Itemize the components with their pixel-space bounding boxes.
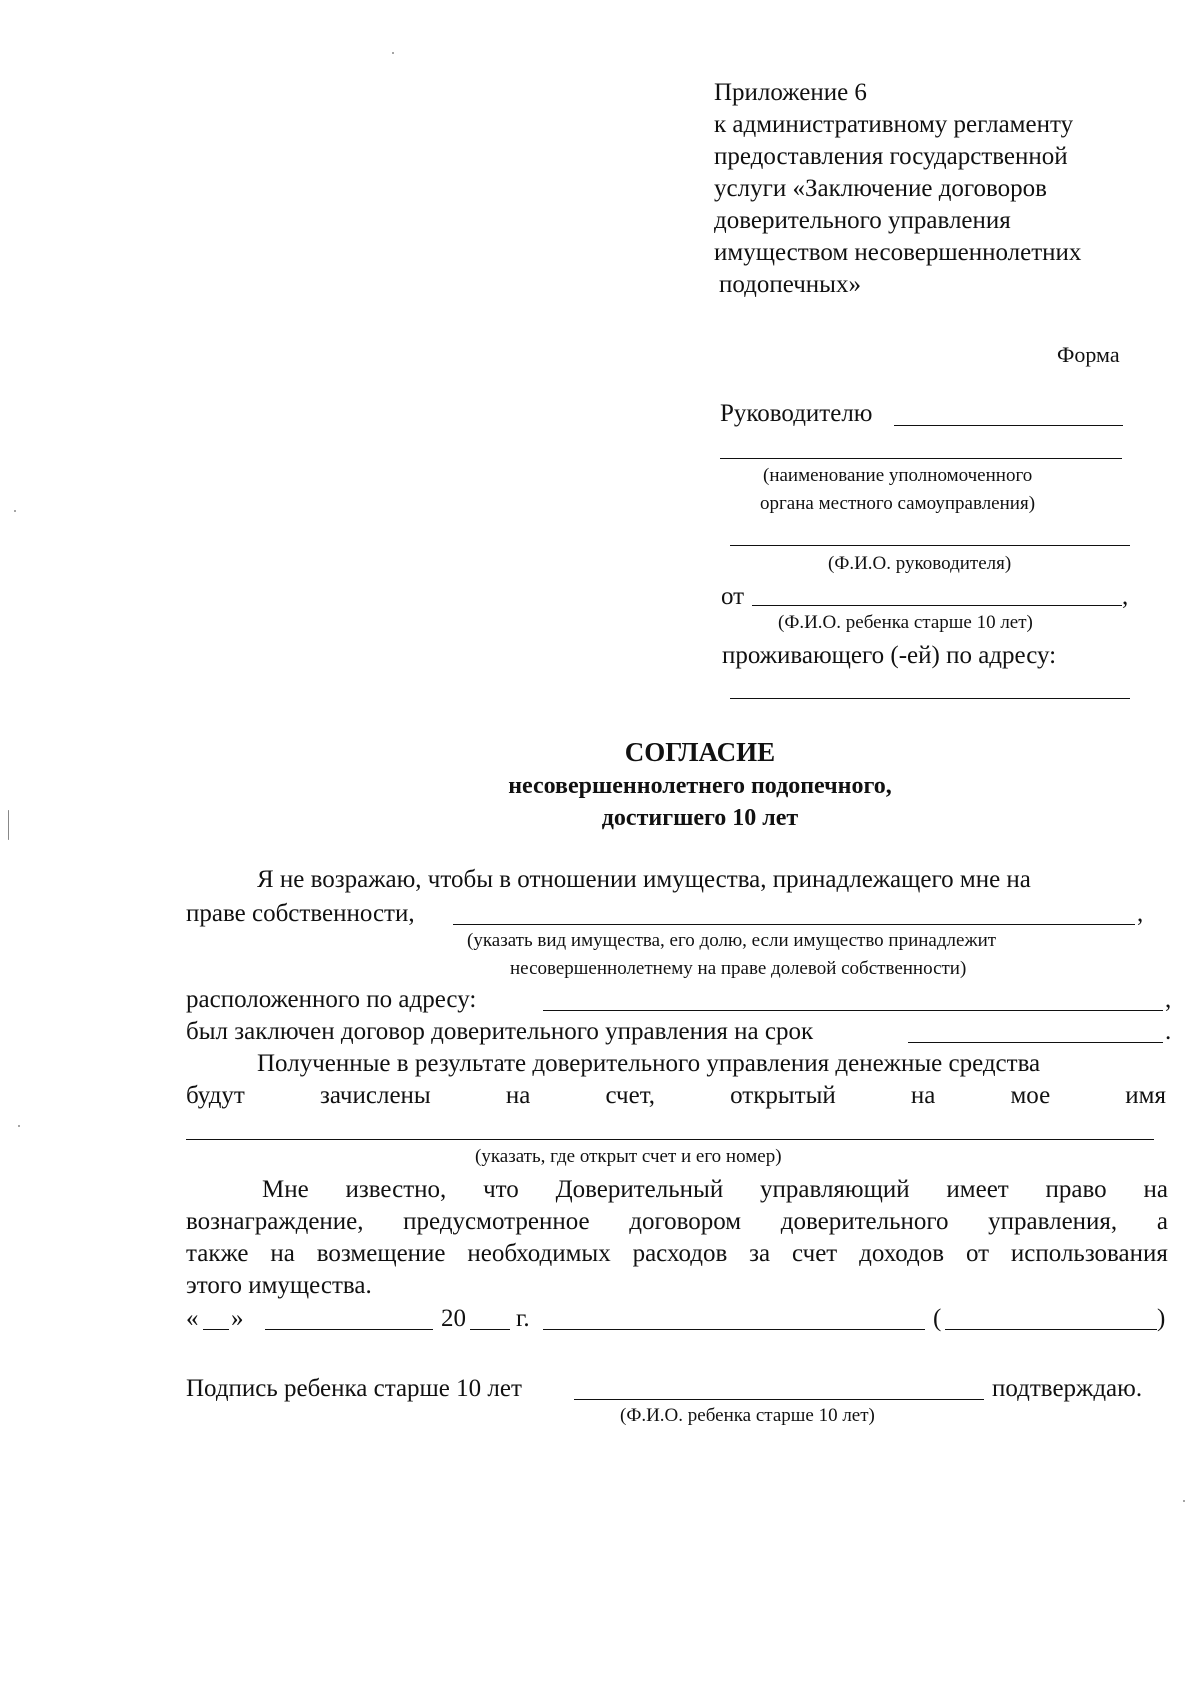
p3-word: на: [1143, 1176, 1168, 1203]
year-line: [470, 1329, 510, 1330]
p2-word: открытый: [730, 1082, 836, 1109]
p3-word: на: [270, 1240, 295, 1267]
signature-line: [543, 1329, 925, 1330]
date-close-quote: »: [231, 1305, 244, 1332]
organization-caption-1: (наименование уполномоченного: [763, 465, 1033, 486]
p3-word: от: [965, 1240, 990, 1267]
organization-line: [720, 458, 1122, 459]
appendix-line-4: услуги «Заключение договоров: [714, 175, 1047, 202]
p3-word: известно,: [345, 1176, 447, 1203]
year-suffix: г.: [516, 1305, 530, 1332]
address-line: [730, 698, 1130, 699]
p3-word: расходов: [632, 1240, 728, 1267]
ownership-label: праве собственности,: [186, 900, 415, 927]
head-label: Руководителю: [720, 400, 873, 427]
body-p2-line-1: Полученные в результате доверительного управления денежные средства: [257, 1050, 1041, 1077]
p3-word: использования: [1010, 1240, 1168, 1267]
child-fio-caption: (Ф.И.О. ребенка старше 10 лет): [778, 612, 1033, 633]
signature-close-paren: ): [1157, 1305, 1166, 1332]
contract-label: был заключен договор доверительного управления на срок: [186, 1018, 814, 1045]
p3-word: договором: [629, 1208, 742, 1235]
contract-term-line: [908, 1042, 1163, 1043]
child-signature-label: Подпись ребенка старше 10 лет: [186, 1375, 522, 1402]
p3-word: управляющий: [760, 1176, 910, 1203]
appendix-line-2: к административному регламенту: [714, 111, 1074, 138]
head-fio-line: [730, 545, 1130, 546]
day-line: [203, 1329, 229, 1330]
scan-speck: [18, 1125, 20, 1127]
p2-word: на: [910, 1082, 936, 1109]
appendix-line-7: подопечных»: [719, 271, 861, 298]
p3-word: а: [1156, 1208, 1168, 1235]
p3-word: необходимых: [467, 1240, 611, 1267]
p3-word: предусмотренное: [403, 1208, 590, 1235]
scan-speck: [1183, 1500, 1185, 1502]
p3-word: Мне: [262, 1176, 309, 1203]
p3-word: также: [186, 1240, 249, 1267]
body-p3-line-3: [186, 1240, 1168, 1268]
p3-word: имеет: [946, 1176, 1009, 1203]
signature-open-paren: (: [933, 1305, 942, 1332]
p2-word: зачислены: [319, 1082, 431, 1109]
document-subtitle-1: несовершеннолетнего подопечного,: [508, 773, 892, 799]
organization-caption-2: органа местного самоуправления): [760, 493, 1036, 514]
body-p3-line-2: [186, 1208, 1168, 1236]
scan-speck: [14, 510, 16, 512]
head-fio-caption: (Ф.И.О. руководителя): [828, 553, 1012, 574]
form-label: Форма: [1057, 342, 1120, 367]
property-caption-2: несовершеннолетнему на праве долевой собственности): [510, 958, 967, 979]
located-label: расположенного по адресу:: [186, 986, 477, 1013]
p3-word: счет: [792, 1240, 838, 1267]
p3-word: доходов: [859, 1240, 945, 1267]
p3-word: управления,: [988, 1208, 1118, 1235]
p3-word: что: [483, 1176, 519, 1203]
month-line: [265, 1329, 433, 1330]
p2-word: на: [505, 1082, 531, 1109]
child-signature-confirm: подтверждаю.: [992, 1375, 1143, 1402]
body-p3-line-1: [262, 1176, 1168, 1204]
appendix-line-5: доверительного управления: [714, 207, 1011, 234]
signature-name-line: [945, 1329, 1157, 1330]
appendix-line-3: предоставления государственной: [714, 143, 1068, 170]
property-line: [453, 924, 1135, 925]
account-line: [186, 1139, 1154, 1140]
property-comma: ,: [1137, 900, 1144, 927]
appendix-line-1: Приложение 6: [714, 79, 867, 106]
scan-speck: [392, 52, 394, 54]
head-name-line: [894, 425, 1123, 426]
from-comma: ,: [1122, 583, 1129, 610]
date-open-quote: «: [186, 1305, 199, 1332]
property-caption-1: (указать вид имущества, его долю, если имущество принадлежит: [467, 930, 997, 951]
from-label: от: [721, 583, 745, 610]
body-p3-line-4: этого имущества.: [186, 1272, 372, 1299]
p3-word: Доверительный: [555, 1176, 724, 1203]
located-comma: ,: [1165, 986, 1172, 1013]
located-address-line: [543, 1010, 1163, 1011]
year-prefix: 20: [441, 1305, 466, 1332]
document-subtitle-2: достигшего 10 лет: [601, 805, 799, 831]
p3-word: вознаграждение,: [186, 1208, 364, 1235]
p2-word: имя: [1125, 1082, 1166, 1109]
p3-word: право: [1045, 1176, 1107, 1203]
child-name-line: [752, 605, 1122, 606]
p3-word: за: [749, 1240, 771, 1267]
document-title: СОГЛАСИЕ: [624, 737, 776, 767]
contract-period: .: [1165, 1018, 1172, 1045]
scan-speck: [8, 810, 9, 840]
p2-word: счет,: [605, 1082, 655, 1109]
child-signature-line: [574, 1399, 984, 1400]
body-p1-line-1: Я не возражаю, чтобы в отношении имущества, принадлежащего мне на: [257, 866, 1031, 893]
body-p2-line-2: [186, 1082, 1166, 1110]
p2-word: мое: [1010, 1082, 1051, 1109]
account-caption: (указать, где открыт счет и его номер): [475, 1146, 782, 1167]
child-signature-caption: (Ф.И.О. ребенка старше 10 лет): [620, 1405, 875, 1426]
p2-word: будут: [186, 1082, 245, 1109]
address-label: проживающего (-ей) по адресу:: [722, 642, 1057, 669]
p3-word: доверительного: [780, 1208, 949, 1235]
appendix-line-6: имуществом несовершеннолетних: [714, 239, 1082, 266]
p3-word: возмещение: [316, 1240, 446, 1267]
